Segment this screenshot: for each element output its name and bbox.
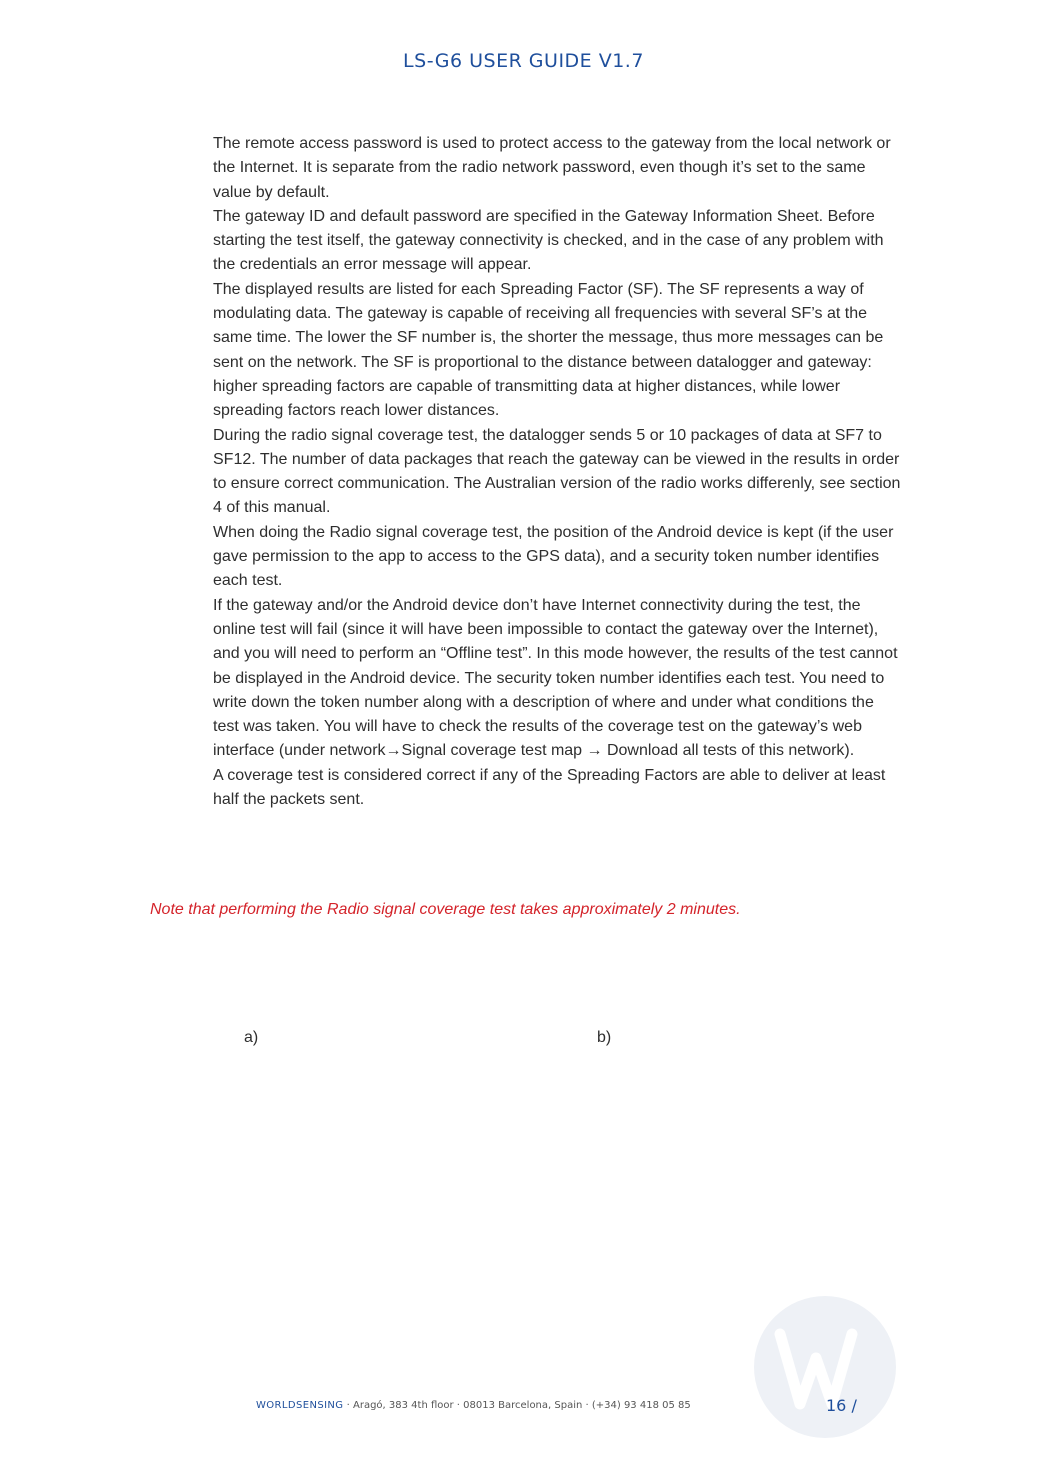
figure-label-b: b) xyxy=(597,1029,612,1046)
paragraph-coverage-test: During the radio signal coverage test, the datalogger sends 5 or 10 packages of data at SF7 to SF12. The number of data packages that reach the gateway can be viewed in the results in order to ensure correct communication. The Australian version of the radio works differenly, see section 4 of this manual. xyxy=(213,426,901,517)
paragraph-remote-access-password: The remote access password is used to protect access to the gateway from the local network or the Internet. It is separate from the radio network password, even though it’s set to the same value by default. xyxy=(213,135,891,201)
paragraph-offline-test: If the gateway and/or the Android device don’t have Internet connectivity during the test, the online test will fail (since it will have been impossible to contact the gateway over the Internet), and you will need to perform an “Offline test”. In this mode however, the results of the test cannot be displayed in the Android device. The security token number identifies each test. You need to write down the token number along with a description of where and under what conditions the test was taken. You will have to check the results of the coverage test on the gateway’s web interface (under network→Signal coverage test map → Download all tests of this network). xyxy=(213,596,898,760)
footer-contact xyxy=(256,1400,691,1411)
paragraph-test-correctness: A coverage test is considered correct if any of the Spreading Factors are able to deliver at least half the packets sent. xyxy=(213,766,886,809)
paragraph-spreading-factor: The displayed results are listed for each Spreading Factor (SF). The SF represents a way of modulating data. The gateway is capable of receiving all frequencies with several SF’s at the same time. The lower the SF number is, the shorter the message, thus more messages can be sent on the network. The SF is proportional to the distance between datalogger and gateway: higher spreading factors are capable of transmitting data at higher distances, while lower spreading factors reach lower distances. xyxy=(213,280,884,420)
document-header-title: LS-G6 USER GUIDE V1.7 xyxy=(403,50,644,72)
footer-address: · Aragó, 383 4th floor · 08013 Barcelona, Spain · (+34) 93 418 05 85 xyxy=(343,1400,691,1411)
worldsensing-watermark-logo xyxy=(752,1292,898,1442)
body-text xyxy=(213,132,903,812)
note-text: Note that performing the Radio signal coverage test takes approximately 2 minutes. xyxy=(150,901,741,918)
figure-label-a: a) xyxy=(244,1029,259,1046)
watermark-circle xyxy=(754,1296,896,1438)
paragraph-gateway-id: The gateway ID and default password are specified in the Gateway Information Sheet. Before starting the test itself, the gateway connectivity is checked, and in the case of any problem with the credentials an error message will appear. xyxy=(213,207,884,274)
paragraph-gps-position: When doing the Radio signal coverage test, the position of the Android device is kept (if the user gave permission to the app to access to the GPS data), and a security token number identifies each test. xyxy=(213,523,894,590)
footer-brand: WORLDSENSING xyxy=(256,1400,344,1411)
page-number: 16 / xyxy=(826,1396,857,1415)
